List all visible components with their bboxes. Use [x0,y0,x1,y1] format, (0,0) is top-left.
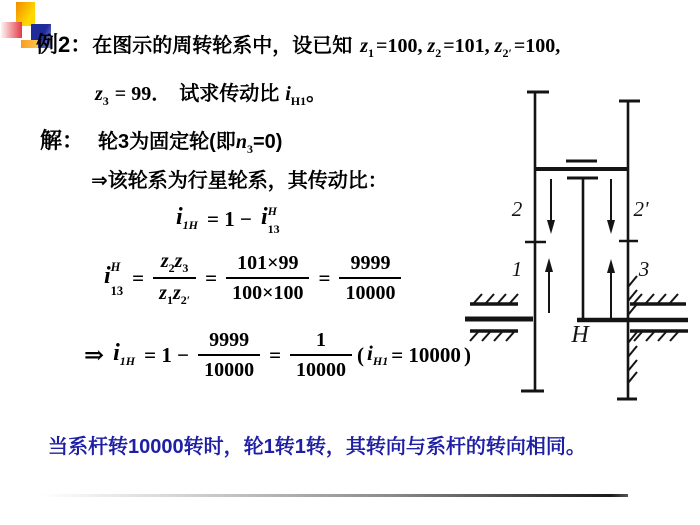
given-z2-prime: $z_{2'} =100$, [494,35,561,60]
left-shaft [521,92,549,392]
problem-statement-line1 [36,28,560,61]
eq1-lhs: $i_{1H}$ [176,204,199,233]
ratio-ih1: $i_{H1}$ [285,83,307,108]
gear-train-diagram [440,75,696,409]
slide-divider-line [40,494,628,497]
deco-square-red-icon [1,22,22,38]
step1-text-pre: 轮3为固定轮(即 [98,131,236,153]
eq3-fraction-2: $\frac{1}{10000}$ [290,328,352,382]
diagram-linework [465,92,688,400]
label-carrier-h: H [571,322,589,348]
eq1-mid: = 1 − [207,206,252,231]
example-label: 例2： [36,32,93,57]
eq2-numeric-fraction: $\frac{101\times 99}{100\times 100}$ [226,251,309,305]
solution-label: 解： [40,128,85,153]
equation-1 [176,203,280,235]
problem-text: 在图示的周转轮系中，设已知 [92,35,353,57]
left-support [465,294,533,341]
eq2-equals-c: = [318,265,331,290]
eq3-equals: = [269,342,282,367]
step1-text-post: =0) [252,131,283,153]
rotation-arrows [545,179,615,318]
eq2-lhs: i H 13 [104,260,124,298]
period: 。 [306,83,327,105]
solution-step1 [40,124,282,157]
equation-3 [84,328,471,382]
label-gear-2-prime: 2' [633,197,649,221]
given-z2: $z_2 =101$, [427,35,490,60]
equation-2 [104,249,401,308]
n3-var: $n_3$ [235,131,253,156]
label-gear-1: 1 [511,257,523,281]
label-gear-3: 3 [638,257,650,281]
eq2-symbolic-fraction: $\frac{z_2z_3}{z_1z_{2'}}$ [153,249,196,308]
conclusion-text: 当系杆转10000转时，轮1转1转，其转向与系杆的转向相同。 [48,436,586,458]
ask-text: 试求传动比 [179,83,280,105]
eq3-note: ( $i_{H1}$ = 10000 ) [357,340,471,369]
eq2-equals-a: = [132,265,145,290]
eq1-rhs: i H 13 [260,203,280,236]
given-z3: $z_3 = 99$． [95,83,172,108]
eq2-equals-b: = [205,265,218,290]
solution-step2: ⇒该轮系为行星轮系，其传动比： [91,170,388,192]
eq3-fraction-1: $\frac{9999}{10000}$ [198,328,260,382]
eq3-lhs: $i_{1H}$ [113,340,136,369]
given-z1: $z_1 =100$, [360,35,423,60]
label-gear-2: 2 [511,197,523,221]
implies-arrow: ⇒ [84,343,105,369]
eq3-mid: = 1 − [144,342,190,367]
problem-statement-line2 [95,77,326,109]
right-support [628,276,688,383]
eq2-result-fraction: $\frac{9999}{10000}$ [339,251,401,305]
